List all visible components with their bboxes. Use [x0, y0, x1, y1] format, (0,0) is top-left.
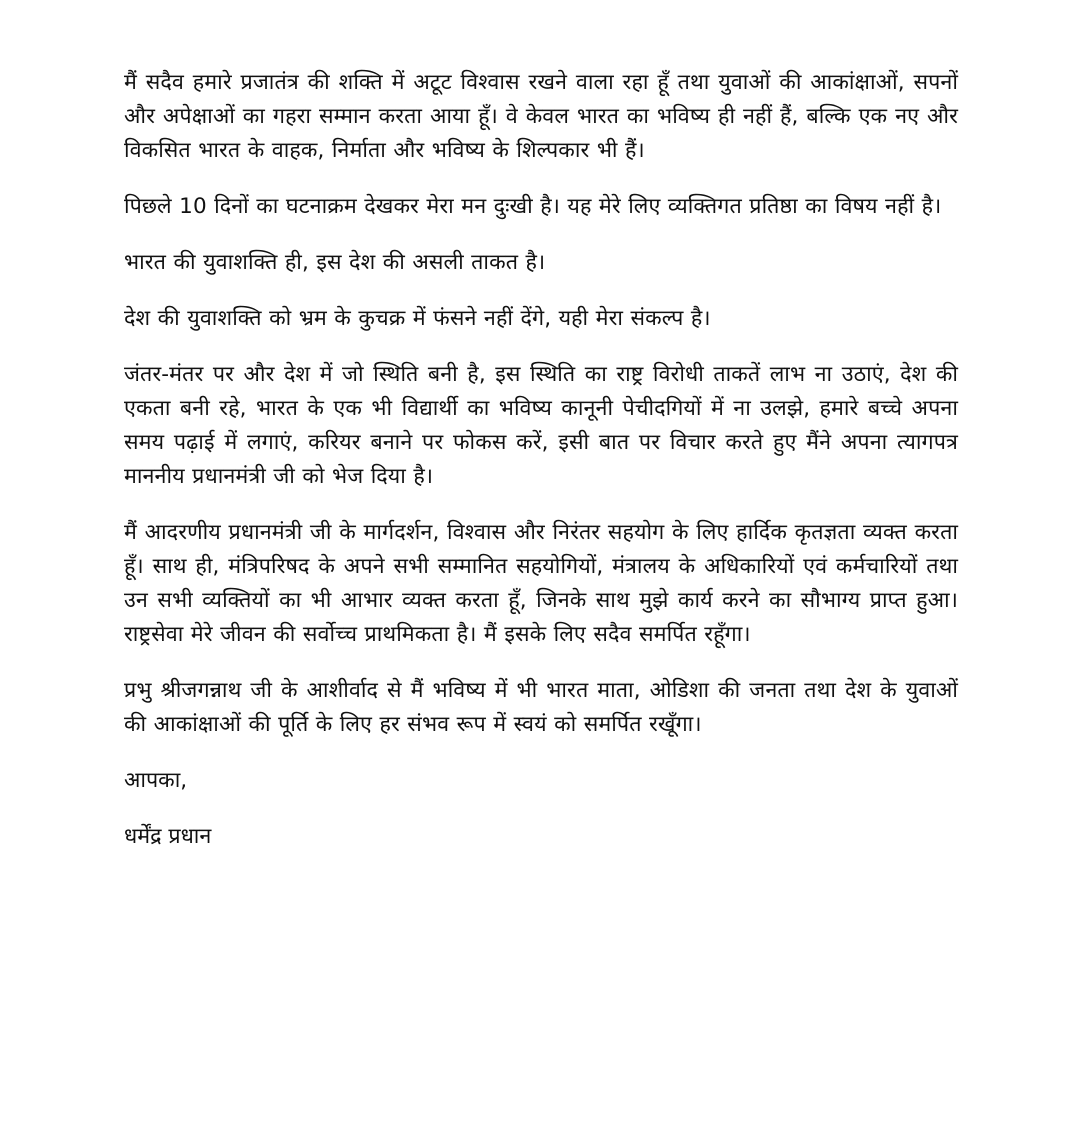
paragraph-blessings: प्रभु श्रीजगन्नाथ जी के आशीर्वाद से मैं भविष्य में भी भारत माता, ओडिशा की जनता तथा देश के युवाओं की आकांक्षाओं की पूर्ति के लिए हर संभव रूप में स्वयं को समर्पित रखूँगा।: [124, 678, 958, 737]
letter-body: [124, 66, 958, 876]
letter-signature: धर्मेंद्र प्रधान: [124, 824, 212, 849]
paragraph-resolve: देश की युवाशक्ति को भ्रम के कुचक्र में फंसने नहीं देंगे, यही मेरा संकल्प है।: [124, 306, 711, 331]
letter-closing: आपका,: [124, 768, 188, 793]
paragraph-gratitude: मैं आदरणीय प्रधानमंत्री जी के मार्गदर्शन, विश्वास और निरंतर सहयोग के लिए हार्दिक कृतज्ञता व्यक्त करता हूँ। साथ ही, मंत्रिपरिषद के अपने सभी सम्मानित सहयोगियों, मंत्रालय के अधिकारियों एवं कर्मचारियों तथा उन सभी व्यक्तियों का भी आभार व्यक्त करता हूँ, जिनके साथ मुझे कार्य करने का सौभाग्य प्राप्त हुआ। राष्ट्रसेवा मेरे जीवन की सर्वोच्च प्राथमिकता है। मैं इसके लिए सदैव समर्पित रहूँगा।: [124, 520, 958, 647]
paragraph-youth-strength: भारत की युवाशक्ति ही, इस देश की असली ताकत है।: [124, 250, 546, 275]
paragraph-last-ten-days: पिछले 10 दिनों का घटनाक्रम देखकर मेरा मन दुःखी है। यह मेरे लिए व्यक्तिगत प्रतिष्ठा का विषय नहीं है।: [124, 194, 942, 219]
paragraph-resignation: जंतर-मंतर पर और देश में जो स्थिति बनी है, इस स्थिति का राष्ट्र विरोधी ताकतें लाभ ना उठाएं, देश की एकता बनी रहे, भारत के एक भी विद्यार्थी का भविष्य कानूनी पेचीदगियों में ना उलझे, हमारे बच्चे अपना समय पढ़ाई में लगाएं, करियर बनाने पर फोकस करें, इसी बात पर विचार करते हुए मैंने अपना त्यागपत्र माननीय प्रधानमंत्री जी को भेज दिया है।: [124, 362, 958, 489]
paragraph-belief-in-youth: मैं सदैव हमारे प्रजातंत्र की शक्ति में अटूट विश्वास रखने वाला रहा हूँ तथा युवाओं की आकांक्षाओं, सपनों और अपेक्षाओं का गहरा सम्मान करता आया हूँ। वे केवल भारत का भविष्य ही नहीं हैं, बल्कि एक नए और विकसित भारत के वाहक, निर्माता और भविष्य के शिल्पकार भी हैं।: [124, 70, 958, 163]
